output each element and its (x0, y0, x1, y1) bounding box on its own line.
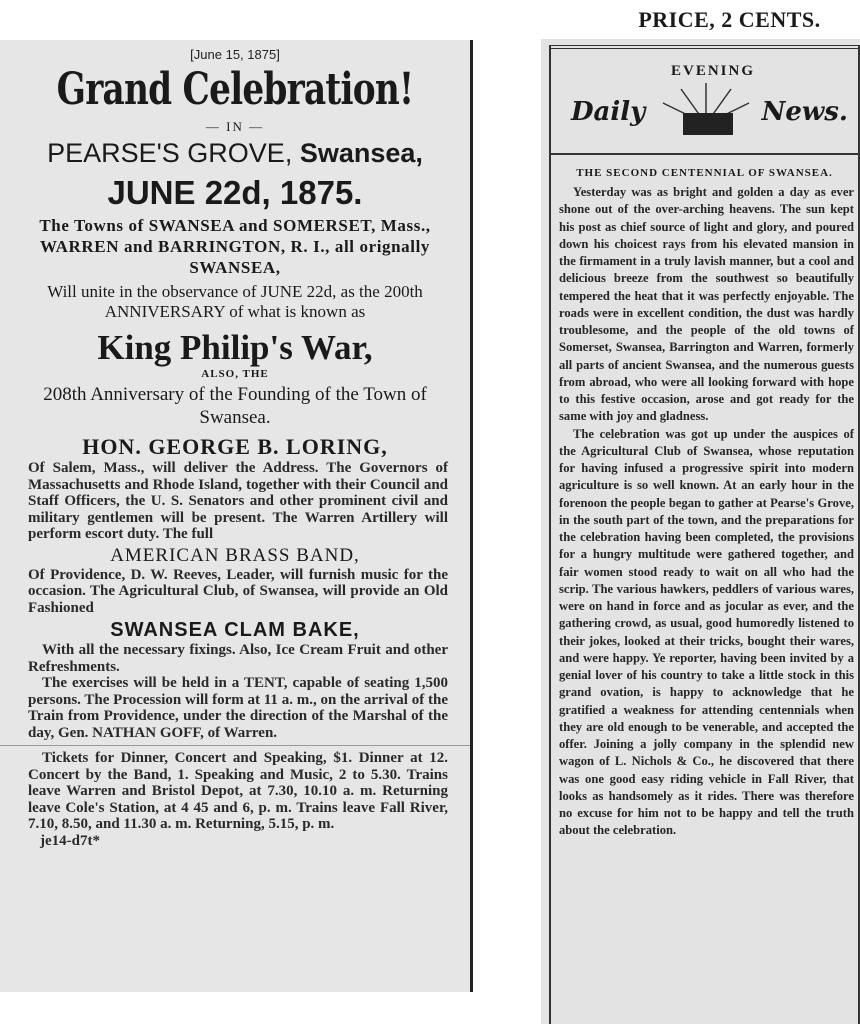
price-line: PRICE, 2 CENTS. (541, 0, 860, 39)
article-paragraph-2: The celebration was got up under the auspices of the Agricultural Club of Swansea, whose reputation for having infused a progressive spirit into modern agriculture is so well known. At an early hour in the forenoon the people began to gather at Pearse's Grove, in the south part of the town, and the preparations for the celebration having been completed, the provisions for a hungry multitude were gathered together, and fair women stood ready to wait on all who had the scrip. The various hawkers, peddlers of various wares, were on hand in force and as jocular as ever, and the gathering crowd, as usual, good humoredly listened to their jokes, looked at their tricks, bought their wares, and were happy. Ye reporter, having been invited by a genial lover of his country to take a little stock in this grand ovation, is happy to acknowledge that he gratified a weakness for attending centennials when they are old enough to be venerable, and accepted the offer. Joining a jolly company in the splendid new wagon of L. Nichols & Co., he discovered that there was one good easy riding vehicle in Fall River, that looks as handsomely as it rides. There was therefore no excuse for him not to be happy and tell the truth about the celebration. (559, 426, 854, 838)
article-headline: THE SECOND CENTENNIAL OF SWANSEA. (576, 167, 833, 179)
advertisement-clipping (0, 40, 473, 992)
date-annotation: [June 15, 1875] (190, 47, 280, 62)
ad-band: AMERICAN BRASS BAND, (110, 544, 360, 566)
ad-unite-text: Will unite in the observance of JUNE 22d, as the 200th ANNIVERSARY of what is known as (47, 282, 423, 321)
masthead-news: News. (761, 97, 848, 127)
ad-code: je14-d7t* (40, 832, 100, 849)
masthead (551, 45, 858, 155)
masthead-daily: Daily (571, 97, 646, 127)
ad-in-line: — IN — (205, 119, 265, 134)
ad-venue (0, 137, 470, 169)
ad-providence-text: Of Providence, D. W. Reeves, Leader, will furnish music for the occasion. The Agricultural Club, of Swansea, will provide an Old Fashioned (28, 566, 448, 616)
ad-war-heading: King Philip's War, (97, 328, 373, 367)
ad-founding: 208th Anniversary of the Founding of the Town of Swansea. (43, 384, 427, 428)
ad-speaker: HON. GEORGE B. LORING, (82, 434, 388, 459)
ad-venue-town: Swansea, (299, 138, 423, 168)
divider (0, 745, 470, 746)
ad-towns: The Towns of SWANSEA and SOMERSET, Mass., WARREN and BARRINGTON, R. I., all orignally SWANSEA, (39, 216, 431, 277)
masthead-evening: EVENING (671, 63, 756, 79)
article-paragraph-1: Yesterday was as bright and golden a day as ever shone out of the over-arching heavens. The sun kept his post as chief source of light and glory, and poured down his choicest rays from his elevated mansion in the firmament in a truly lavish manner, but a cool and delicious breeze from the southwest so beautifully tempered the heat that it was perfectly enjoyable. The roads were in excellent condition, the dust was hardly troublesome, and the people of the old towns of Somerset, Swansea, Barrington and Warren, formerly all parts of ancient Swansea, and the numerous guests from abroad, who were all looking forward with hope to this festive occasion, arose and got ready for the same with joy and gladness. (559, 185, 854, 424)
ad-fixings-text: With all the necessary fixings. Also, Ice Cream Fruit and other Refreshments. (28, 642, 448, 675)
article-clipping (541, 0, 860, 1024)
ad-clambake: SWANSEA CLAM BAKE, (110, 619, 360, 641)
ad-title: Grand Celebration! (56, 64, 414, 115)
ad-venue-name: PEARSE'S GROVE, (47, 138, 300, 168)
ad-address-text: Of Salem, Mass., will deliver the Address. The Governors of Massachusetts and Rhode Island, together with their Council and Staff Officers, the U. S. Senators and other prominent civil and military gentlemen will be present. The Warren Artillery will perform escort duty. The full (28, 460, 448, 542)
article-frame (549, 45, 860, 1024)
ad-also: ALSO, THE (201, 368, 269, 380)
ad-tickets-text: Tickets for Dinner, Concert and Speaking, $1. Dinner at 12. Concert by the Band, 1. Speaking and Music, 2 to 5.30. Trains leave Warren and Bristol Depot, at 7.30, 10.10 a. m. Returning leave Cole's Station, at 4 45 and 6, p. m. Trains leave Fall River, 7.10, 8.50, and 11.30 a. m. Returning, 5.15, p. m. (28, 750, 448, 832)
ad-date: JUNE 22d, 1875. (107, 174, 363, 211)
ad-exercises-text: The exercises will be held in a TENT, capable of seating 1,500 persons. The Procession will form at 11 a. m., on the arrival of the Train from Providence, under the direction of the Marshal of the day, Gen. NATHAN GOFF, of Warren. (28, 675, 448, 741)
article-body (551, 184, 858, 840)
